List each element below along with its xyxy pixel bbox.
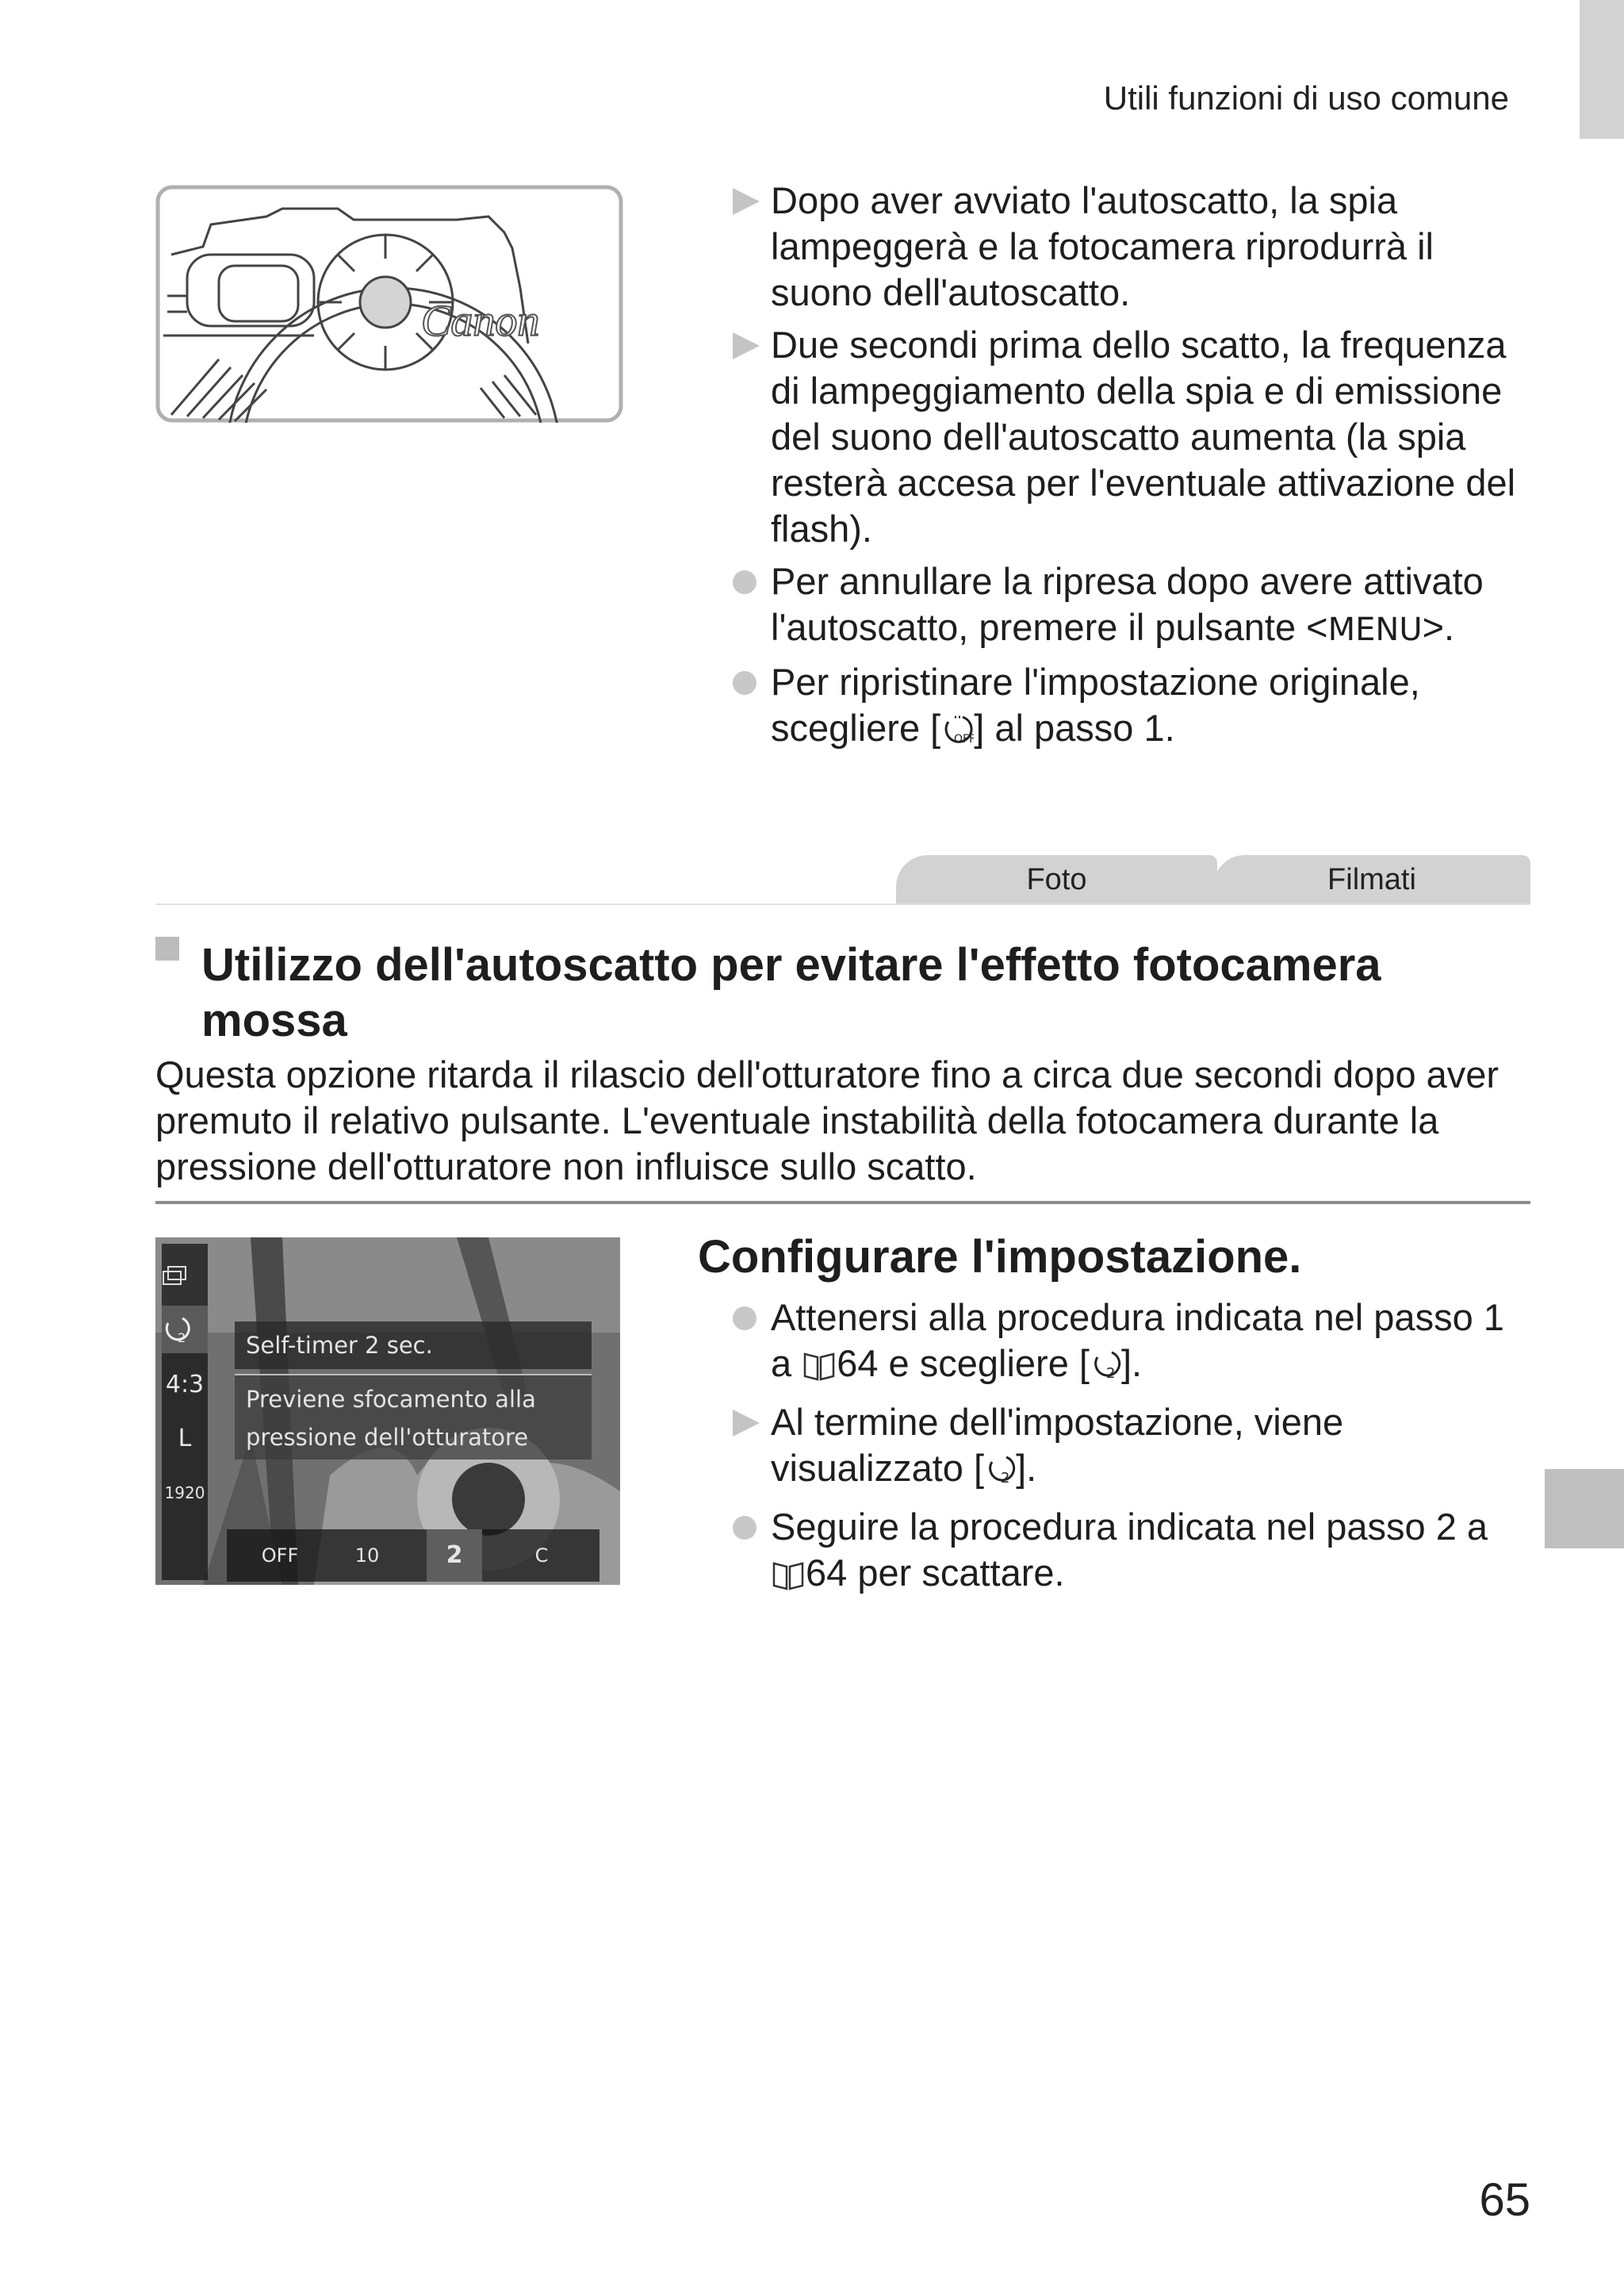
tab-foto: Foto (896, 855, 1217, 904)
arrow-marker-icon (730, 332, 760, 359)
list-item (730, 1504, 1530, 1602)
movie-quality-label: 1920 (164, 1483, 205, 1502)
list-item (730, 1295, 1530, 1393)
menu-button-symbol: MENU (1327, 612, 1423, 648)
mode-tabs (896, 855, 1530, 904)
list-item-text: Seguire la procedura indicata nel passo 2 a (771, 1506, 1488, 1548)
bullet-dot-icon (730, 569, 760, 596)
list-item (730, 659, 1530, 758)
list-item (730, 178, 1530, 316)
arrow-marker-icon (730, 1410, 760, 1437)
self-timer-10-option: 10 (354, 1544, 380, 1567)
divider (155, 903, 1530, 905)
step-heading: Configurare l'impostazione. (698, 1231, 1302, 1283)
arrow-marker-icon (730, 188, 760, 215)
aspect-ratio-label: 4:3 (165, 1371, 205, 1398)
step-instructions-list (730, 1295, 1530, 1609)
self-timer-off-option: OFF (261, 1544, 299, 1567)
svg-text:2: 2 (1001, 1470, 1010, 1486)
book-reference-icon (771, 1556, 806, 1602)
list-item-text: Per annullare la ripresa dopo avere attivato l'autoscatto, premere il pulsante < (771, 560, 1484, 648)
list-item (730, 1399, 1530, 1498)
list-item-text: Attenersi alla procedura indicata nel passo 1 a (771, 1296, 1504, 1384)
camera-lamp-illustration (155, 185, 623, 423)
self-timer-2-icon (984, 1451, 1016, 1498)
bullet-dot-icon (730, 1514, 760, 1541)
list-item-text: ]. (1120, 1342, 1143, 1384)
self-timer-custom-option: C (534, 1544, 549, 1567)
list-item-text: ] al passo 1. (974, 707, 1175, 749)
list-item-text: Dopo aver avviato l'autoscatto, la spia lampeggerà e la fotocamera riprodurrà il suono dell'autoscatto. (771, 179, 1434, 313)
self-timer-notes-list (730, 178, 1530, 764)
self-timer-2-icon (1090, 1346, 1121, 1393)
self-timer-2-icon (162, 1306, 208, 1353)
tab-filmati: Filmati (1213, 855, 1530, 904)
page-number: 65 (1479, 2174, 1530, 2226)
book-reference-icon (802, 1347, 837, 1393)
lcd-function-sidebar (162, 1244, 208, 1580)
section-title: Utilizzo dell'autoscatto per evitare l'effetto fotocamera mossa (201, 939, 1381, 1046)
self-timer-off-icon (940, 711, 974, 758)
drive-mode-icon (162, 1252, 208, 1299)
list-item-text: ]. (1016, 1447, 1037, 1489)
list-item-text: >. (1422, 606, 1455, 648)
bullet-dot-icon (730, 1305, 760, 1332)
divider (155, 1201, 1530, 1204)
svg-text:2: 2 (178, 1330, 186, 1345)
list-item-text: e scegliere [ (878, 1342, 1090, 1384)
list-item-text: Al termine dell'impostazione, viene visualizzato [ (771, 1401, 1344, 1489)
running-header: Utili funzioni di uso comune (1103, 79, 1509, 117)
lcd-description-line: Previene sfocamento alla (246, 1386, 536, 1413)
svg-text:2: 2 (1105, 1365, 1116, 1382)
list-item-text: Due secondi prima dello scatto, la frequenza di lampeggiamento della spia e di emissione del suono dell'autoscatto aumenta (la spia resterà accesa per l'eventuale attivazione del flash). (771, 324, 1516, 550)
lcd-setting-title: Self-timer 2 sec. (235, 1321, 592, 1369)
section-intro: Questa opzione ritarda il rilascio dell'otturatore fino a circa due secondi dopo aver premuto il relativo pulsante. L'eventuale instabilità della fotocamera durante la pressione dell'otturatore non influisce sullo scatto. (155, 1053, 1500, 1187)
chapter-edge-tab (1580, 0, 1624, 139)
lcd-setting-description (235, 1374, 592, 1460)
camera-lcd-screenshot (155, 1237, 620, 1585)
list-item (730, 322, 1530, 552)
lcd-description-line: pressione dell'otturatore (246, 1424, 529, 1451)
image-size-label: L (178, 1425, 192, 1452)
page-reference: 64 (837, 1342, 879, 1384)
self-timer-2-option: 2 (427, 1529, 482, 1582)
bullet-dot-icon (730, 669, 760, 696)
list-item-text: Per ripristinare l'impostazione originale, scegliere [ (771, 661, 1420, 749)
list-item-text: per scattare. (847, 1552, 1065, 1594)
chapter-edge-tab (1545, 1469, 1624, 1548)
svg-text:OFF: OFF (954, 733, 975, 746)
lcd-options-bar (227, 1529, 599, 1582)
section-marker-icon (155, 937, 179, 961)
list-item (730, 558, 1530, 653)
page-reference: 64 (806, 1552, 848, 1594)
camera-brand-label: Canon (421, 297, 540, 346)
